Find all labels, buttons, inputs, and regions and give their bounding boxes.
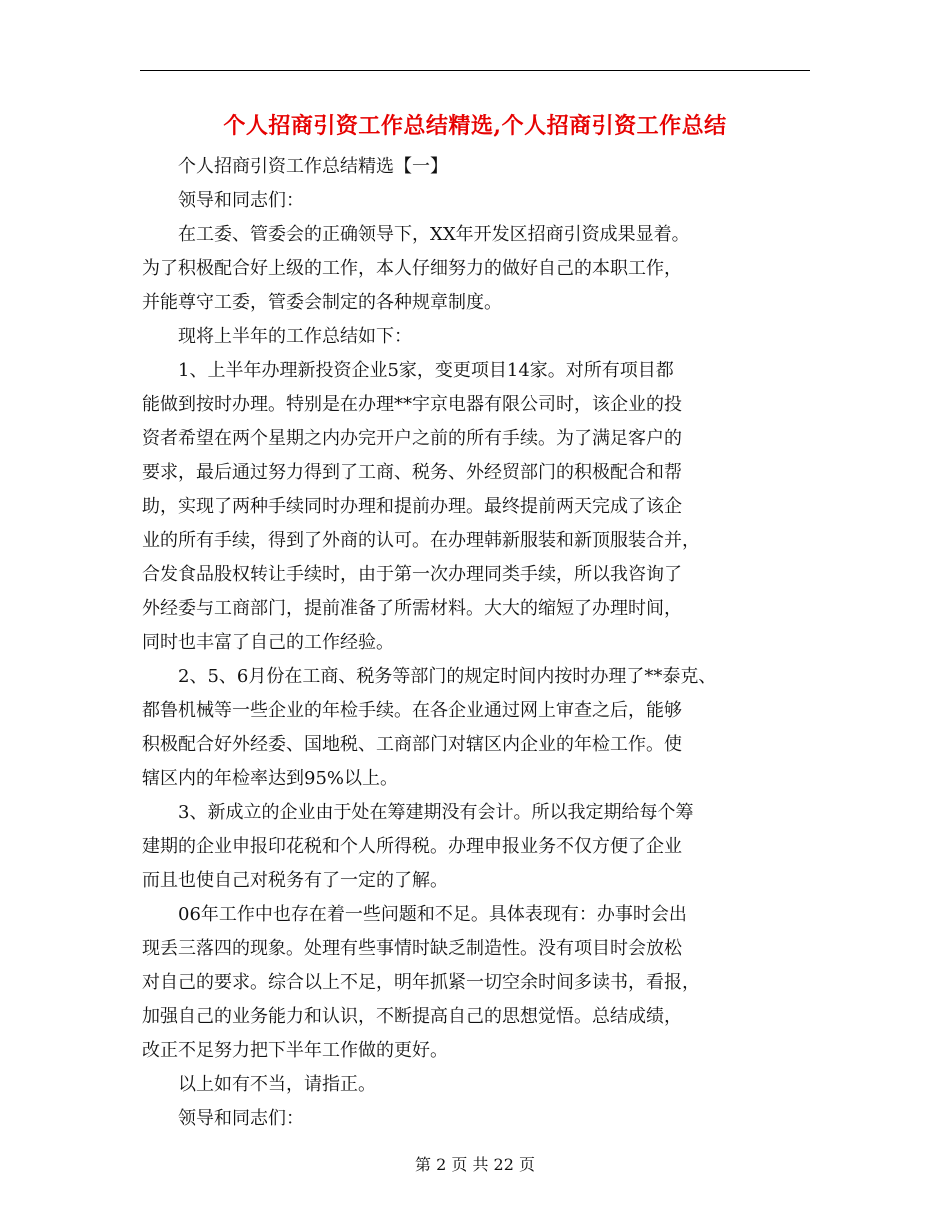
body-line: 助，实现了两种手续同时办理和提前办理。最终提前两天完成了该企 (142, 496, 682, 517)
body-line: 外经委与工商部门，提前准备了所需材料。大大的缩短了办理时间， (142, 598, 682, 619)
body-line: 在工委、管委会的正确领导下，XX年开发区招商引资成果显着。 (142, 224, 690, 245)
body-line: 要求，最后通过努力得到了工商、税务、外经贸部门的积极配合和帮 (142, 462, 682, 483)
body-line: 资者希望在两个星期之内办完开户之前的所有手续。为了满足客户的 (142, 428, 682, 449)
body-line: 同时也丰富了自己的工作经验。 (142, 632, 394, 653)
body-line: 而且也使自己对税务有了一定的了解。 (142, 870, 448, 891)
body-line: 都鲁机械等一些企业的年检手续。在各企业通过网上审查之后，能够 (142, 700, 682, 721)
body-line: 辖区内的年检率达到95%以上。 (142, 768, 399, 789)
body-line: 3、新成立的企业由于处在筹建期没有会计。所以我定期给每个筹 (142, 802, 694, 823)
body-line: 领导和同志们： (142, 1108, 304, 1129)
body-line: 个人招商引资工作总结精选【一】 (142, 156, 448, 177)
body-line: 并能尊守工委，管委会制定的各种规章制度。 (142, 292, 502, 313)
body-line: 对自己的要求。综合以上不足，明年抓紧一切空余时间多读书，看报， (142, 972, 700, 993)
body-line: 领导和同志们： (142, 190, 304, 211)
body-line: 现丢三落四的现象。处理有些事情时缺乏制造性。没有项目时会放松 (142, 938, 682, 959)
document-title: 个人招商引资工作总结精选,个人招商引资工作总结 (223, 113, 727, 139)
body-line: 1、上半年办理新投资企业5家，变更项目14家。对所有项目都 (142, 360, 674, 381)
body-line: 业的所有手续，得到了外商的认可。在办理韩新服装和新顶服装合并， (142, 530, 700, 551)
body-line: 以上如有不当，请指正。 (142, 1074, 376, 1095)
body-line: 建期的企业申报印花税和个人所得税。办理申报业务不仅方便了企业 (142, 836, 682, 857)
body-line: 现将上半年的工作总结如下： (142, 326, 412, 347)
body-line: 积极配合好外经委、国地税、工商部门对辖区内企业的年检工作。使 (142, 734, 682, 755)
page-number-footer: 第 2 页 共 22 页 (415, 1155, 535, 1174)
body-line: 改正不足努力把下半年工作做的更好。 (142, 1040, 448, 1061)
body-line: 能做到按时办理。特别是在办理**宇京电器有限公司时，该企业的投 (142, 394, 682, 415)
body-line: 合发食品股权转让手续时，由于第一次办理同类手续，所以我咨询了 (142, 564, 682, 585)
body-line: 加强自己的业务能力和认识，不断提高自己的思想觉悟。总结成绩， (142, 1006, 682, 1027)
body-line: 06年工作中也存在着一些问题和不足。具体表现有：办事时会出 (142, 904, 687, 925)
header-rule (140, 70, 810, 71)
document-body (142, 150, 822, 1136)
body-line: 为了积极配合好上级的工作，本人仔细努力的做好自己的本职工作， (142, 258, 682, 279)
body-line: 2、5、6月份在工商、税务等部门的规定时间内按时办理了**泰克、 (142, 666, 717, 687)
